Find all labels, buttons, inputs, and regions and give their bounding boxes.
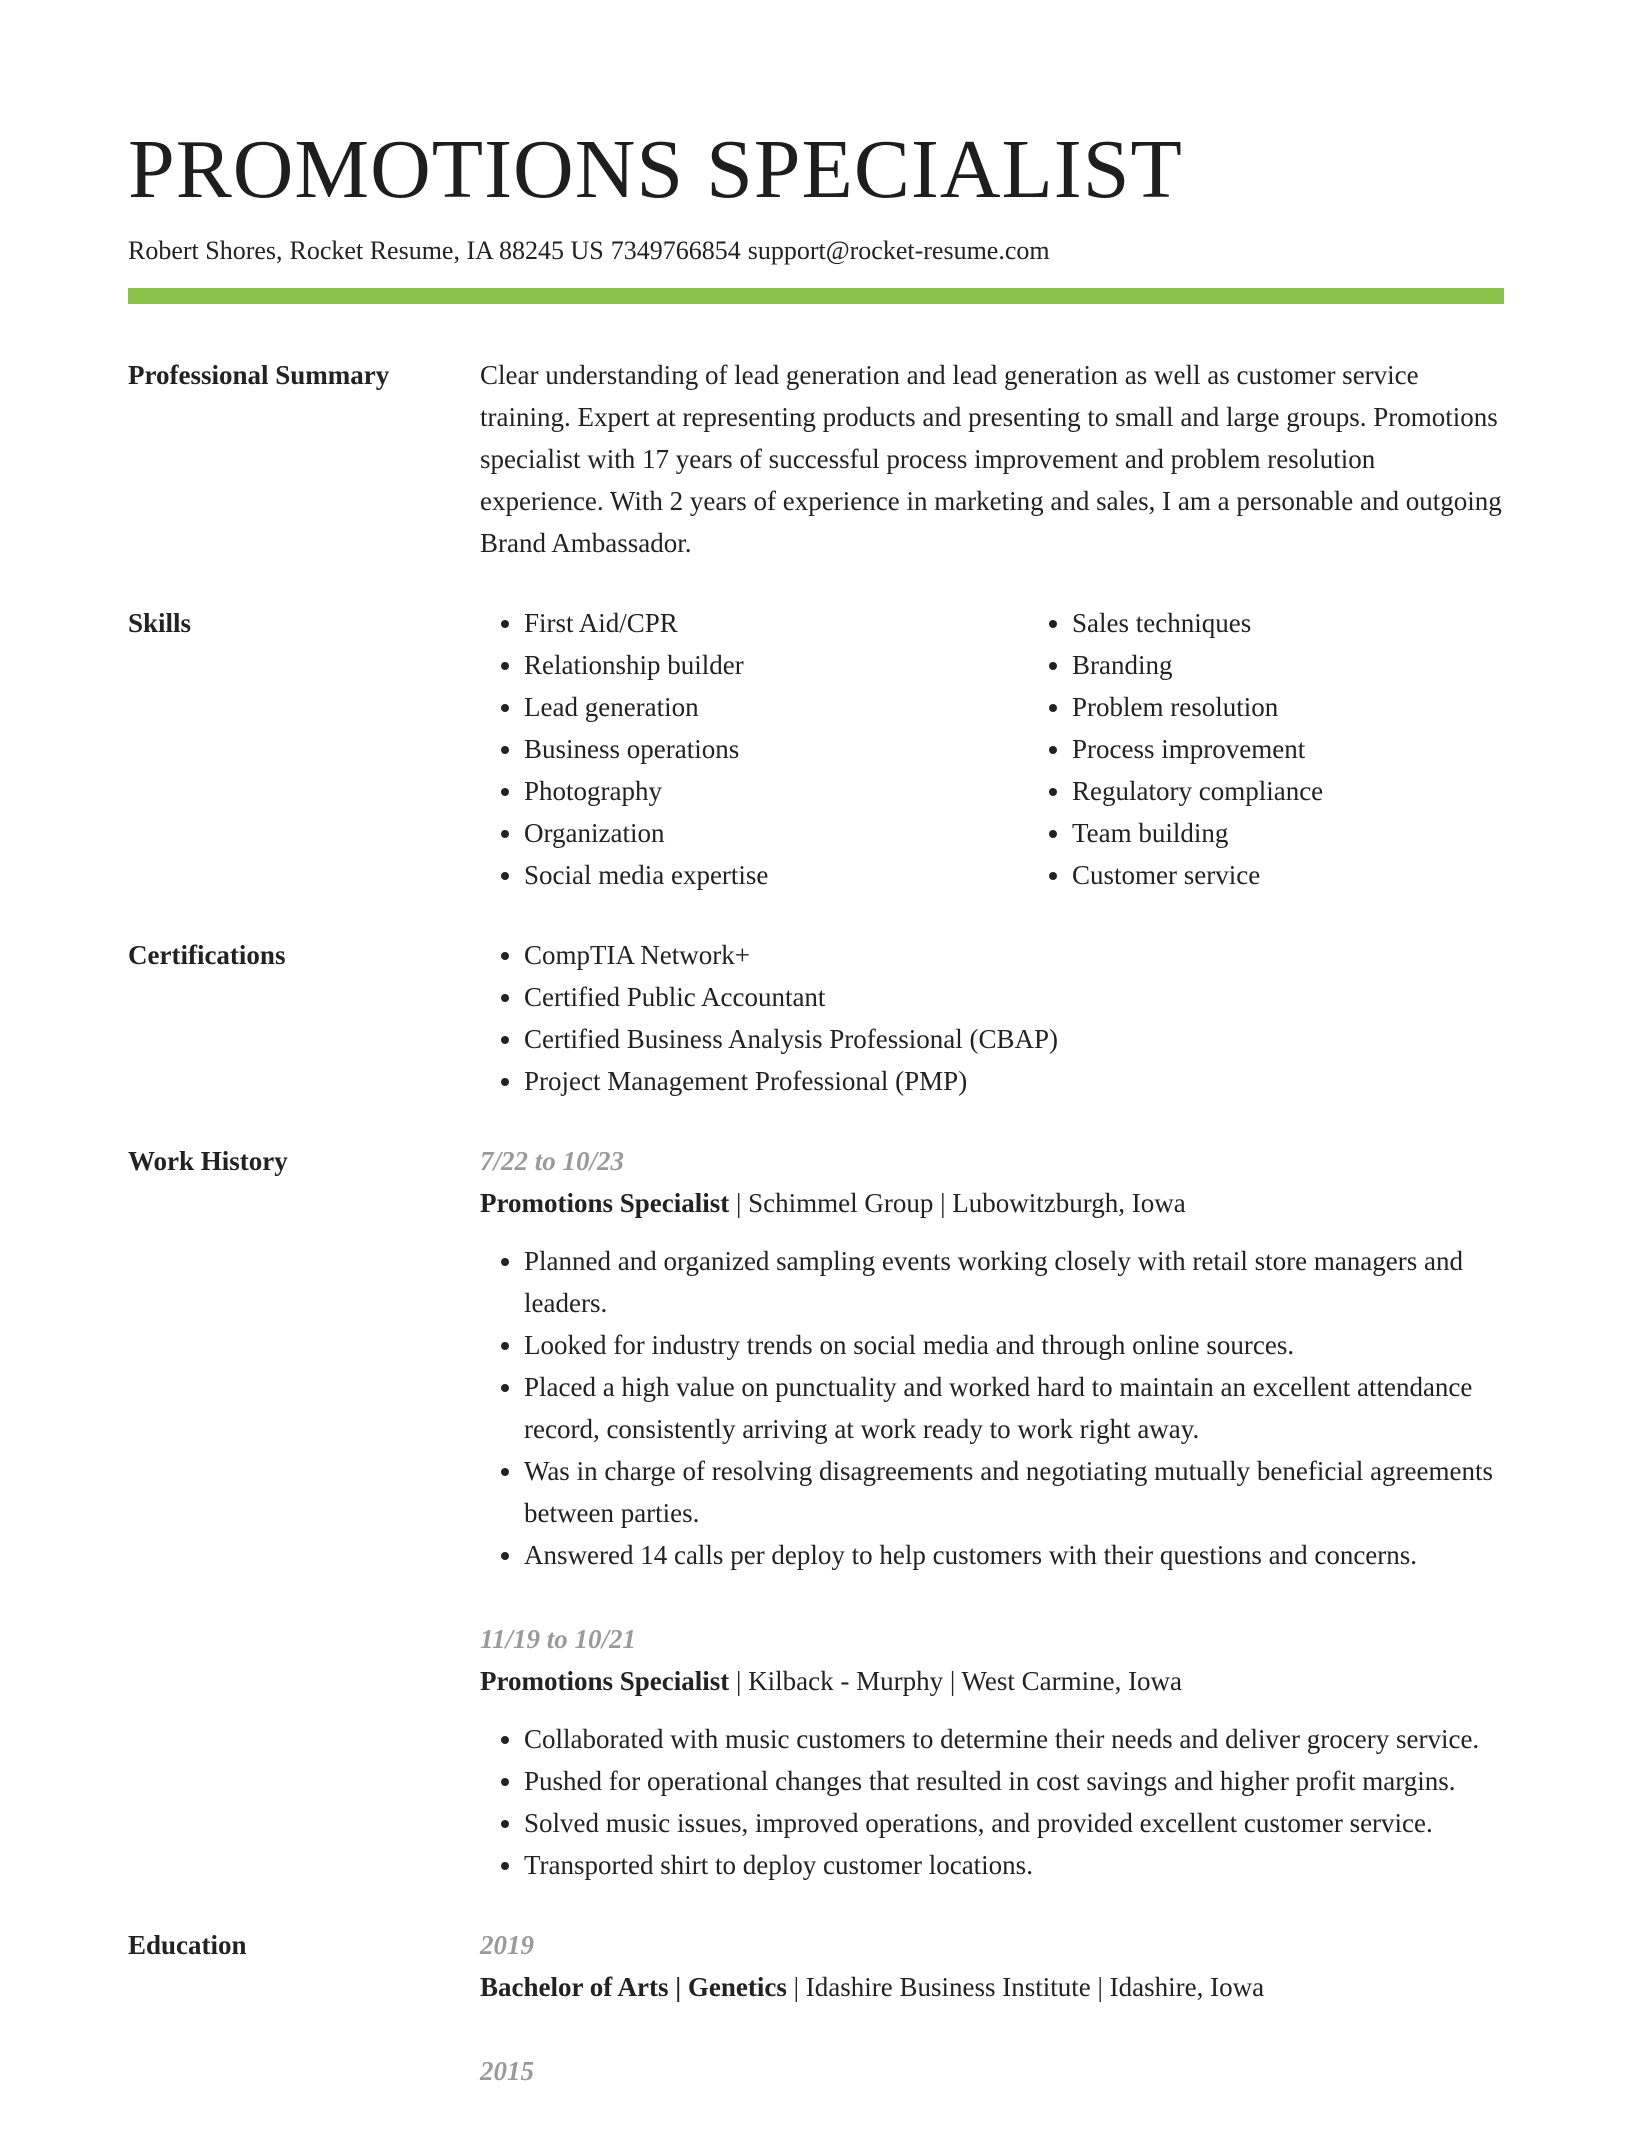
job-bullet: • Collaborated with music customers to determine their needs and deliver grocery service. (524, 1718, 1504, 1760)
resume-title: PROMOTIONS SPECIALIST (128, 123, 1183, 216)
skills-list-right (1028, 602, 1576, 896)
skill-item: • Process improvement (1072, 728, 1576, 770)
job-title: Promotions Specialist (480, 1188, 730, 1218)
contact-phone: 7349766854 (610, 236, 741, 265)
job-role-line (480, 1660, 1504, 1702)
education-degree: Bachelor of Arts | Genetics (480, 1972, 787, 2002)
education-details: | Idashire Business Institute | Idashire, Iowa (786, 1972, 1265, 2002)
job-bullet: • Looked for industry trends on social media and through online sources. (524, 1324, 1504, 1366)
skill-item: • First Aid/CPR (524, 602, 1028, 644)
job-bullets (480, 1240, 1504, 1576)
education-line (480, 1966, 1504, 2008)
job-bullet: • Solved music issues, improved operations, and provided excellent customer service. (524, 1802, 1504, 1844)
skills-list-left (480, 602, 1028, 896)
job-role-line (480, 1182, 1504, 1224)
skill-item: • Sales techniques (1072, 602, 1576, 644)
education-year: 2019 (480, 1930, 534, 1960)
certifications-section (128, 934, 1504, 1102)
skill-item: • Customer service (1072, 854, 1576, 896)
skill-item: • Lead generation (524, 686, 1028, 728)
job-details: | Kilback - Murphy | West Carmine, Iowa (729, 1666, 1183, 1696)
job-bullet: • Was in charge of resolving disagreements and negotiating mutually beneficial agreements between parties. (524, 1450, 1504, 1534)
job-entry (480, 1140, 1504, 1576)
skill-item: • Branding (1072, 644, 1576, 686)
education-entry (480, 1924, 1504, 2008)
contact-line (128, 234, 1504, 268)
accent-divider (128, 288, 1504, 304)
contact-email[interactable]: support@rocket-resume.com (747, 236, 1050, 265)
skills-section (128, 602, 1504, 896)
education-entry (480, 2050, 1504, 2092)
skill-item: • Organization (524, 812, 1028, 854)
section-heading: Work History (128, 1146, 288, 1176)
contact-address: Rocket Resume, IA 88245 US (289, 236, 604, 265)
summary-section (128, 354, 1504, 564)
certifications-list (480, 934, 1504, 1102)
skill-item: • Social media expertise (524, 854, 1028, 896)
resume-page (128, 120, 1504, 2134)
skill-item: • Relationship builder (524, 644, 1028, 686)
summary-text: Clear understanding of lead generation and lead generation as well as customer service training. Expert at representing products and presenting to small and large groups. Promotions specialist with 17 years of successful process improvement and problem resolution experience. With 2 years of experience in marketing and sales, I am a personable and outgoing Brand Ambassador. (480, 360, 1502, 558)
certification-item: • CompTIA Network+ (524, 934, 1504, 976)
education-year: 2015 (480, 2056, 534, 2086)
certification-item: • Certified Public Accountant (524, 976, 1504, 1018)
skill-item: • Team building (1072, 812, 1576, 854)
job-dates: 11/19 to 10/21 (480, 1624, 637, 1654)
job-bullet: • Planned and organized sampling events working closely with retail store managers and leaders. (524, 1240, 1504, 1324)
skill-item: • Photography (524, 770, 1028, 812)
job-bullets (480, 1718, 1504, 1886)
work-history-section (128, 1140, 1504, 1886)
contact-name: Robert Shores, (128, 236, 283, 265)
job-bullet: • Pushed for operational changes that resulted in cost savings and higher profit margins. (524, 1760, 1504, 1802)
job-dates: 7/22 to 10/23 (480, 1146, 625, 1176)
section-heading: Education (128, 1930, 247, 1960)
section-heading: Certifications (128, 940, 286, 970)
section-heading: Professional Summary (128, 360, 390, 390)
skill-item: • Business operations (524, 728, 1028, 770)
skill-item: • Problem resolution (1072, 686, 1576, 728)
section-heading: Skills (128, 608, 192, 638)
job-entry (480, 1618, 1504, 1886)
job-title: Promotions Specialist (480, 1666, 730, 1696)
certification-item: • Project Management Professional (PMP) (524, 1060, 1504, 1102)
certification-item: • Certified Business Analysis Professional (CBAP) (524, 1018, 1504, 1060)
job-bullet: • Placed a high value on punctuality and worked hard to maintain an excellent attendance record, consistently arriving at work ready to work right away. (524, 1366, 1504, 1450)
job-details: | Schimmel Group | Lubowitzburgh, Iowa (729, 1188, 1186, 1218)
education-section (128, 1924, 1504, 2134)
job-bullet: • Answered 14 calls per deploy to help customers with their questions and concerns. (524, 1534, 1504, 1576)
job-bullet: • Transported shirt to deploy customer locations. (524, 1844, 1504, 1886)
skill-item: • Regulatory compliance (1072, 770, 1576, 812)
